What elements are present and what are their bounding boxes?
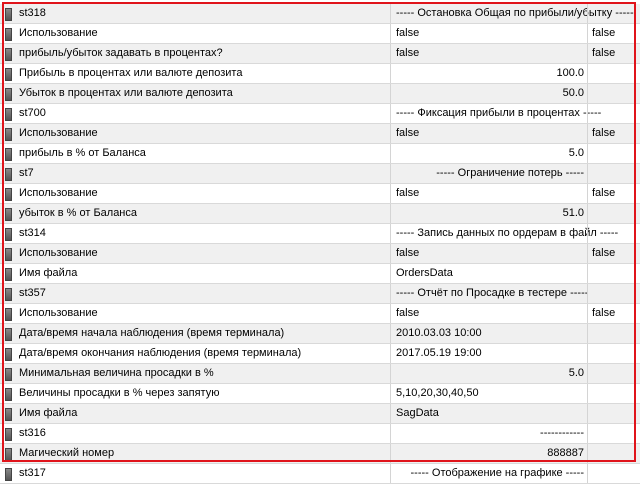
param-value[interactable]: SagData: [390, 404, 587, 423]
param-marker-icon: [5, 288, 12, 301]
param-name: Использование: [19, 247, 98, 259]
param-marker-icon: [5, 408, 12, 421]
param-name: st318: [19, 7, 46, 19]
param-marker-icon: [5, 28, 12, 41]
param-name: Имя файла: [19, 407, 78, 419]
param-extra-value: [587, 344, 640, 363]
param-name: st317: [19, 467, 46, 479]
param-name: Прибыль в процентах или валюте депозита: [19, 67, 243, 79]
param-name: Величины просадки в % через запятую: [19, 387, 220, 399]
param-marker-icon: [5, 168, 12, 181]
param-extra-value: false: [587, 304, 640, 323]
param-name: st7: [19, 167, 34, 179]
param-extra-value: false: [587, 44, 640, 63]
param-extra-value: false: [587, 184, 640, 203]
param-name: Минимальная величина просадки в %: [19, 367, 214, 379]
param-marker-icon: [5, 448, 12, 461]
param-value[interactable]: 2017.05.19 19:00: [390, 344, 587, 363]
param-marker-icon: [5, 148, 12, 161]
param-name: st314: [19, 227, 46, 239]
param-value[interactable]: 5.0: [390, 364, 587, 383]
param-extra-value: [587, 444, 640, 463]
param-row[interactable]: [0, 64, 640, 84]
param-row[interactable]: [0, 424, 640, 444]
param-name: Использование: [19, 307, 98, 319]
param-row[interactable]: [0, 264, 640, 284]
param-row[interactable]: [0, 384, 640, 404]
param-marker-icon: [5, 428, 12, 441]
param-name: прибыль/убыток задавать в процентах?: [19, 47, 223, 59]
param-marker-icon: [5, 128, 12, 141]
param-row[interactable]: [0, 464, 640, 484]
param-extra-value: false: [587, 24, 640, 43]
param-row[interactable]: [0, 404, 640, 424]
param-extra-value: [587, 204, 640, 223]
param-row[interactable]: [0, 304, 640, 324]
param-row[interactable]: [0, 364, 640, 384]
param-name: st700: [19, 107, 46, 119]
param-marker-icon: [5, 228, 12, 241]
param-row[interactable]: [0, 224, 640, 244]
param-marker-icon: [5, 308, 12, 321]
param-extra-value: [587, 384, 640, 403]
section-header-value: ----- Ограничение потерь -----: [390, 164, 587, 183]
param-value[interactable]: false: [390, 24, 587, 43]
param-row[interactable]: [0, 184, 640, 204]
param-extra-value: [587, 104, 640, 123]
param-extra-value: [587, 324, 640, 343]
section-header-value: ----- Отчёт по Просадке в тестере -----: [390, 284, 587, 303]
param-marker-icon: [5, 208, 12, 221]
param-name: Использование: [19, 187, 98, 199]
param-marker-icon: [5, 248, 12, 261]
param-extra-value: [587, 144, 640, 163]
param-value[interactable]: 51.0: [390, 204, 587, 223]
param-row[interactable]: [0, 104, 640, 124]
param-extra-value: [587, 284, 640, 303]
param-name: Магический номер: [19, 447, 115, 459]
param-name: Дата/время окончания наблюдения (время терминала): [19, 347, 302, 359]
param-marker-icon: [5, 108, 12, 121]
param-extra-value: [587, 4, 640, 23]
param-marker-icon: [5, 188, 12, 201]
param-name: Имя файла: [19, 267, 78, 279]
param-value[interactable]: 50.0: [390, 84, 587, 103]
param-name: Дата/время начала наблюдения (время терминала): [19, 327, 285, 339]
param-row[interactable]: [0, 124, 640, 144]
param-value[interactable]: 100.0: [390, 64, 587, 83]
param-extra-value: [587, 464, 640, 483]
param-name: прибыль в % от Баланса: [19, 147, 146, 159]
param-value[interactable]: 5,10,20,30,40,50: [390, 384, 587, 403]
param-value[interactable]: 888887: [390, 444, 587, 463]
section-header-value: ----- Фиксация прибыли в процентах -----: [390, 104, 587, 123]
param-name: убыток в % от Баланса: [19, 207, 138, 219]
param-row[interactable]: [0, 284, 640, 304]
param-value[interactable]: false: [390, 44, 587, 63]
param-extra-value: [587, 264, 640, 283]
param-row[interactable]: [0, 324, 640, 344]
param-marker-icon: [5, 8, 12, 21]
param-name: Использование: [19, 127, 98, 139]
param-row[interactable]: [0, 244, 640, 264]
param-name: st316: [19, 427, 46, 439]
param-row[interactable]: [0, 444, 640, 464]
param-value[interactable]: 2010.03.03 10:00: [390, 324, 587, 343]
param-row[interactable]: [0, 4, 640, 24]
param-row[interactable]: [0, 24, 640, 44]
param-row[interactable]: [0, 144, 640, 164]
inputs-grid: [0, 4, 640, 484]
param-value[interactable]: false: [390, 304, 587, 323]
param-value[interactable]: false: [390, 124, 587, 143]
section-header-value: ----- Остановка Общая по прибыли/убытку -----: [390, 4, 587, 23]
param-marker-icon: [5, 468, 12, 481]
param-marker-icon: [5, 48, 12, 61]
param-value[interactable]: false: [390, 244, 587, 263]
param-extra-value: false: [587, 244, 640, 263]
param-extra-value: [587, 84, 640, 103]
param-marker-icon: [5, 268, 12, 281]
param-extra-value: [587, 404, 640, 423]
param-extra-value: [587, 164, 640, 183]
param-marker-icon: [5, 368, 12, 381]
section-header-value: ----- Запись данных по ордерам в файл -----: [390, 224, 587, 243]
param-name: Использование: [19, 27, 98, 39]
param-value[interactable]: OrdersData: [390, 264, 587, 283]
param-marker-icon: [5, 68, 12, 81]
param-extra-value: [587, 64, 640, 83]
param-marker-icon: [5, 88, 12, 101]
param-row[interactable]: [0, 44, 640, 64]
section-header-value: ----- Отображение на графике -----: [390, 464, 587, 483]
param-row[interactable]: [0, 204, 640, 224]
param-extra-value: [587, 424, 640, 443]
param-name: st357: [19, 287, 46, 299]
param-extra-value: [587, 364, 640, 383]
param-name: Убыток в процентах или валюте депозита: [19, 87, 233, 99]
param-extra-value: false: [587, 124, 640, 143]
param-row[interactable]: [0, 344, 640, 364]
param-value[interactable]: false: [390, 184, 587, 203]
param-row[interactable]: [0, 84, 640, 104]
param-marker-icon: [5, 388, 12, 401]
param-marker-icon: [5, 328, 12, 341]
param-row[interactable]: [0, 164, 640, 184]
section-header-value: ------------: [390, 424, 587, 443]
param-marker-icon: [5, 348, 12, 361]
param-value[interactable]: 5.0: [390, 144, 587, 163]
param-extra-value: [587, 224, 640, 243]
